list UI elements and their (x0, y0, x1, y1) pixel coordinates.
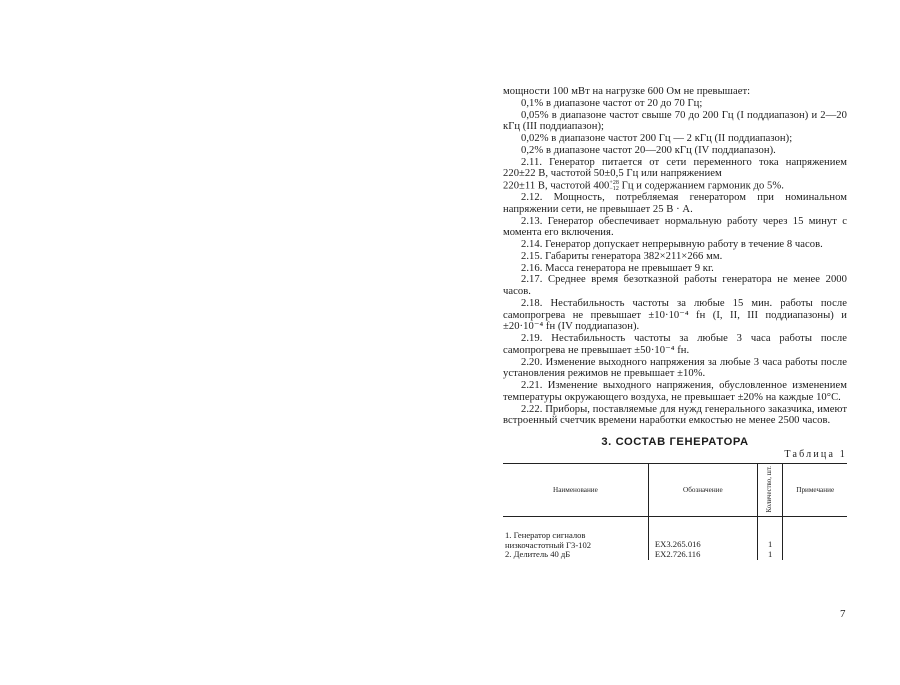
paragraph-0-02: 0,02% в диапазоне частот 200 Гц — 2 кГц (II поддиапазон); (521, 133, 793, 144)
paragraph-2-21: 2.21. Изменение выходного напряжения, обусловленное изменением температуры окружающего воздуха, не превышает ±20% на каждые 10°С. (503, 380, 847, 403)
frequency-tolerance: +28 −12 (609, 180, 619, 192)
header-designation: Обозначение (648, 464, 757, 517)
header-quantity (757, 464, 783, 517)
paragraph-2-22: 2.22. Приборы, поставляемые для нужд генерального заказчика, имеют встроенный счетчик времени наработки емкостью не менее 2500 часов. (503, 403, 847, 427)
paragraph-2-19: 2.19. Нестабильность частоты за любые 3 часа работы после самопрогрева не превышает ±50·10⁻⁴ fн. (503, 333, 847, 356)
paragraph-0-1: 0,1% в диапазоне частот от 20 до 70 Гц; (521, 97, 703, 109)
header-name: Наименование (503, 464, 648, 517)
paragraph-0-05: 0,05% в диапазоне частот свыше 70 до 200 Гц (I поддиапазон) и 2—20 кГц (III поддиапазон); (503, 109, 847, 133)
paragraph-2-13: 2.13. Генератор обеспечивает нормальную работу через 15 минут с момента его включения. (503, 215, 847, 239)
paragraph-2-14: 2.14. Генератор допускает непрерывную работу в течение 8 часов. (521, 239, 823, 251)
paragraph-2-12: 2.12. Мощность, потребляемая генератором при номинальном напряжении сети, не превышает 25 В · А. (503, 192, 847, 215)
composition-table (503, 463, 847, 560)
voltage-text: 220±11 В, частотой 400 (503, 180, 610, 192)
table-row (503, 550, 847, 560)
cell-quantity: 1 (757, 517, 783, 551)
harmonics-text: Гц и содержанием гармоник до 5%. (621, 180, 784, 192)
cell-name: 1. Генератор сигналов низкочастотный Г3-102 (505, 530, 592, 550)
document-page (503, 86, 847, 560)
cell-name: 2. Делитель 40 дБ (505, 549, 571, 560)
paragraph-2-20: 2.20. Изменение выходного напряжения за любые 3 часа работы после установления режимов не превышает ±10%. (503, 356, 847, 380)
page-number: 7 (840, 608, 846, 620)
paragraph-2-15: 2.15. Габариты генератора 382×211×266 мм. (521, 250, 723, 262)
paragraph-2-16: 2.16. Масса генератора не превышает 9 кг. (521, 262, 714, 274)
paragraph-2-11-continued (503, 180, 847, 192)
header-quantity-label: Количество, шт. (766, 465, 774, 513)
paragraph-2-11: 2.11. Генератор питается от сети переменного тока напряжением 220±22 В, частотой 50±0,5 Гц или напряжением (503, 156, 847, 180)
header-notes: Примечание (783, 464, 847, 517)
paragraph-intro: мощности 100 мВт на нагрузке 600 Ом не превышает: (503, 86, 751, 97)
cell-designation: ЕХ2.726.116 (648, 550, 757, 560)
cell-designation: ЕХ3.265.016 (648, 517, 757, 551)
table-row (503, 517, 847, 551)
table-label: Таблица 1 (784, 449, 847, 461)
paragraph-2-18: 2.18. Нестабильность частоты за любые 15 мин. работы после самопрогрева не превышает ±10·10⁻⁴ fн (I, II, III поддиапазоны) и ±20·10⁻⁴ fн (IV поддиапазон). (503, 297, 847, 333)
cell-quantity: 1 (757, 550, 783, 560)
paragraph-2-17: 2.17. Среднее время безотказной работы генератора не менее 2000 часов. (503, 274, 847, 298)
table-header-row (503, 464, 847, 517)
cell-notes (783, 517, 847, 551)
cell-notes (783, 550, 847, 560)
paragraph-0-2: 0,2% в диапазоне частот 20—200 кГц (IV поддиапазон). (521, 144, 776, 156)
section-title: 3. СОСТАВ ГЕНЕРАТОРА (601, 436, 749, 449)
